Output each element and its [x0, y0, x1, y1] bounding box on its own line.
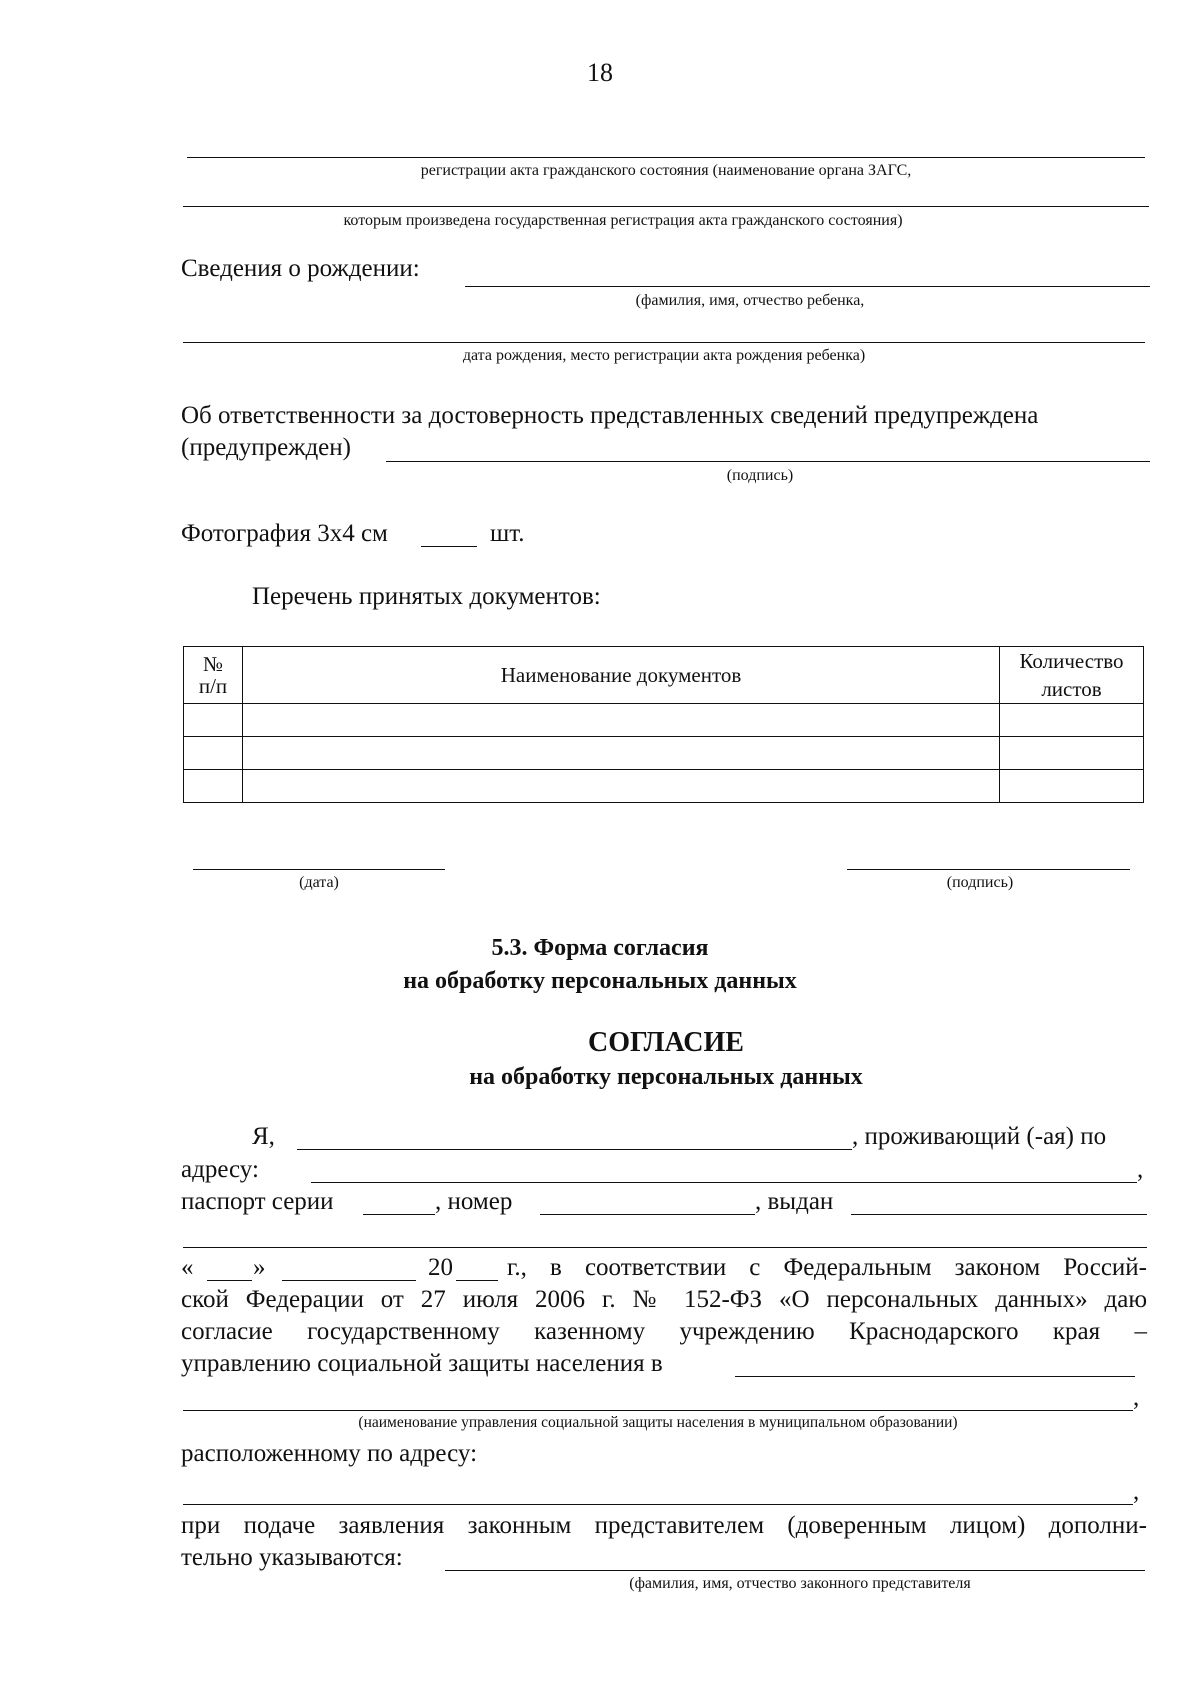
- page-number: 18: [587, 58, 613, 87]
- zags-line-1: [187, 157, 1145, 158]
- year-line: [456, 1280, 498, 1281]
- photo-unit: шт.: [490, 520, 525, 547]
- location-line: [183, 1504, 1133, 1505]
- table-header-row: [184, 647, 1144, 704]
- passport-number-line: [540, 1214, 755, 1215]
- year-prefix: 20: [428, 1254, 453, 1281]
- usz-comma: ,: [1133, 1384, 1140, 1411]
- photo-count-line: [421, 546, 477, 547]
- zags-line-2: [183, 206, 1149, 207]
- consent-subtitle: на обработку персональных данных: [469, 1064, 863, 1090]
- column-header-sheets: Количество листов: [1000, 647, 1144, 704]
- representative-line-1: при подаче заявления законным представителем (доверенным лицом) дополни-: [181, 1512, 1147, 1539]
- responsibility-line-2: (предупрежден): [181, 434, 351, 461]
- representative-caption: (фамилия, имя, отчество законного представителя: [629, 1575, 971, 1592]
- column-header-number: № п/п: [184, 647, 243, 704]
- representative-line-2: тельно указываются:: [181, 1544, 403, 1571]
- consent-line-b: ской Федерации от 27 июля 2006 г. № 152-ФЗ «О персональных данных» даю: [181, 1286, 1147, 1313]
- signature-caption: (подпись): [946, 874, 1014, 891]
- usz-caption: (наименование управления социальной защиты населения в муниципальном образовании): [358, 1414, 958, 1431]
- address-line: [311, 1182, 1137, 1183]
- usz-line-1: [735, 1376, 1135, 1377]
- consent-ya: Я,: [252, 1123, 275, 1150]
- consent-residing: , проживающий (-ая) по: [852, 1123, 1107, 1150]
- section-subtitle: на обработку персональных данных: [403, 968, 797, 994]
- date-caption: (дата): [299, 874, 339, 891]
- quote-close: »: [253, 1254, 266, 1281]
- address-comma: ,: [1137, 1156, 1144, 1183]
- signature-line: [847, 869, 1130, 870]
- documents-heading: Перечень принятых документов:: [252, 583, 601, 610]
- table-row: [184, 737, 1144, 770]
- usz-line-2: [183, 1410, 1133, 1411]
- column-header-name: Наименование документов: [243, 647, 1000, 704]
- consent-line-a: г., в соответствии с Федеральным законом Россий-: [507, 1254, 1147, 1281]
- birth-line-1: [465, 286, 1150, 287]
- photo-label: Фотография 3х4 см: [181, 520, 388, 547]
- zags-caption-2: которым произведена государственная регистрация акта гражданского состояния): [343, 212, 903, 229]
- consent-title: СОГЛАСИЕ: [588, 1027, 744, 1058]
- month-line: [282, 1280, 416, 1281]
- passport-label: паспорт серии: [181, 1188, 334, 1215]
- birth-caption-2: дата рождения, место регистрации акта рождения ребенка): [462, 347, 866, 364]
- address-label: адресу:: [181, 1156, 259, 1183]
- table-row: [184, 770, 1144, 803]
- signature-caption-responsibility: (подпись): [726, 467, 794, 484]
- birth-caption-1: (фамилия, имя, отчество ребенка,: [635, 292, 865, 309]
- located-label: расположенному по адресу:: [181, 1440, 478, 1467]
- passport-issued-label: , выдан: [755, 1188, 834, 1215]
- passport-issued-line: [851, 1214, 1147, 1215]
- quote-open: «: [181, 1254, 194, 1281]
- zags-caption-1: регистрации акта гражданского состояния (наименование органа ЗАГС,: [420, 162, 912, 179]
- consent-line-c: согласие государственному казенному учреждению Краснодарского края –: [181, 1318, 1147, 1345]
- documents-table: [183, 646, 1144, 803]
- signature-line-responsibility: [386, 461, 1150, 462]
- section-title: 5.3. Форма согласия: [491, 935, 709, 961]
- birth-label: Сведения о рождении:: [181, 255, 420, 282]
- fio-line: [297, 1149, 852, 1150]
- passport-number-label: , номер: [435, 1188, 513, 1215]
- location-comma: ,: [1133, 1478, 1140, 1505]
- representative-line: [445, 1570, 1145, 1571]
- passport-series-line: [363, 1214, 435, 1215]
- date-line: [193, 869, 445, 870]
- consent-line-d: управлению социальной защиты населения в: [181, 1350, 663, 1377]
- day-line: [207, 1280, 252, 1281]
- responsibility-line-1: Об ответственности за достоверность представленных сведений предупреждена: [181, 402, 1039, 429]
- issued-by-line: [183, 1247, 1147, 1248]
- table-row: [184, 704, 1144, 737]
- birth-line-2: [183, 342, 1145, 343]
